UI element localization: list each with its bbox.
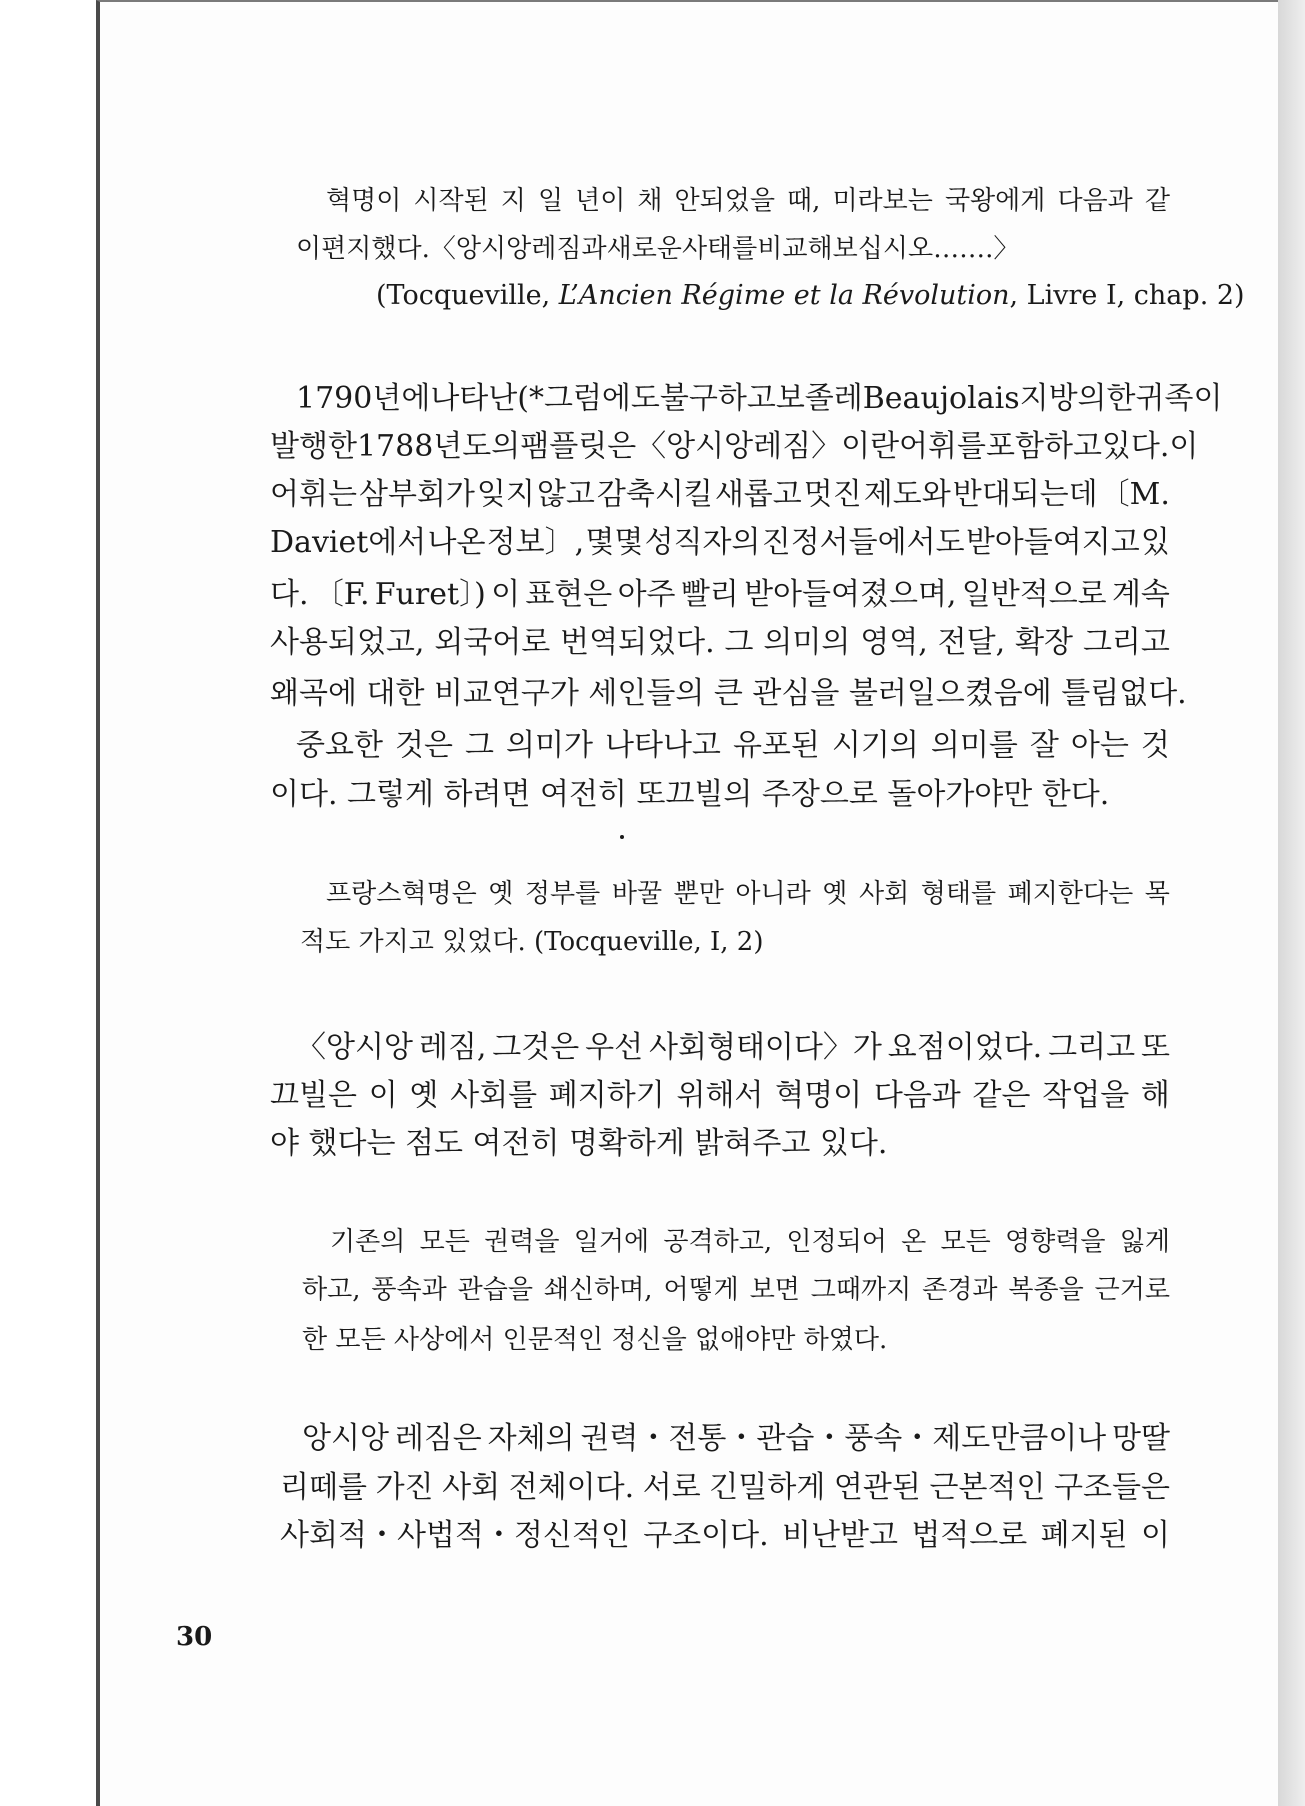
quote-line: 혁명이 시작된 지 일 년이 채 안되었을 때, 미라보는 국왕에게 다음과 같	[326, 186, 1170, 216]
body-line: 끄빌은 이 옛 사회를 폐지하기 위해서 혁명이 다음과 같은 작업을 해	[270, 1078, 1170, 1113]
body-line: 어휘는 삼부회가 잊지 않고 감축시킬 새롭고 멋진 제도와 반대되는데 〔M.	[270, 477, 1170, 512]
page-edge-right	[1278, 0, 1305, 1806]
body-line: 사용되었고, 외국어로 번역되었다. 그 의미의 영역, 전달, 확장 그리고	[270, 625, 1170, 660]
quote-line: 프랑스혁명은 옛 정부를 바꿀 뿐만 아니라 옛 사회 형태를 폐지한다는 목	[326, 879, 1170, 909]
page-number: 30	[176, 1622, 213, 1652]
quote-line: 기존의 모든 권력을 일거에 공격하고, 인정되어 온 모든 영향력을 잃게	[330, 1227, 1170, 1257]
citation-prefix: (Tocqueville,	[376, 280, 559, 311]
body-line: 중요한 것은 그 의미가 나타나고 유포된 시기의 의미를 잘 아는 것	[296, 728, 1170, 763]
body-line: 사회적・사법적・정신적인 구조이다. 비난받고 법적으로 폐지된 이	[280, 1518, 1170, 1553]
citation	[376, 280, 1245, 311]
body-line: 야 했다는 점도 여전히 명확하게 밝혀주고 있다.	[270, 1126, 888, 1161]
body-line: 1790년에 나타난(* 그럼에도 불구하고 보졸레Beaujolais 지방의 한 귀족이	[296, 381, 1223, 416]
body-line: 앙시앙 레짐은 자체의 권력・전통・관습・풍속・제도만큼이나 망딸	[302, 1421, 1170, 1456]
quote-line: 하고, 풍속과 관습을 쇄신하며, 어떻게 보면 그때까지 존경과 복종을 근거로	[302, 1275, 1170, 1305]
scan-speck	[620, 835, 624, 839]
quote-line: 이 편지했다. 〈앙시앙 레짐과 새로운 사태를 비교해 보십시오…….〉	[296, 234, 1020, 264]
page-margin-left	[0, 0, 96, 1806]
quote-line: 적도 가지고 있었다. (Tocqueville, I, 2)	[300, 927, 764, 957]
body-line: 〈앙시앙 레짐, 그것은 우선 사회형태이다〉가 요점이었다. 그리고 또	[296, 1030, 1170, 1065]
body-line: 발행한 1788년도의 팸플릿은 〈앙시앙 레짐〉이란 어휘를 포함하고 있다. 이	[270, 429, 1199, 464]
body-line: Daviet에서 나온 정보〕, 몇몇 성직자의 진정서들에서도 받아들여지고 있	[270, 525, 1170, 560]
body-line: 리떼를 가진 사회 전체이다. 서로 긴밀하게 연관된 근본적인 구조들은	[280, 1470, 1170, 1505]
citation-title: L’Ancien Régime et la Révolution	[558, 280, 1010, 311]
body-line: 이다. 그렇게 하려면 여전히 또끄빌의 주장으로 돌아가야만 한다.	[270, 777, 1110, 812]
quote-line: 한 모든 사상에서 인문적인 정신을 없애야만 하였다.	[302, 1325, 888, 1355]
body-line: 다. 〔F. Furet〕) 이 표현은 아주 빨리 받아들여졌으며, 일반적으로 계속	[270, 577, 1170, 612]
body-line: 왜곡에 대한 비교연구가 세인들의 큰 관심을 불러일으켰음에 틀림없다.	[270, 676, 1187, 711]
citation-suffix: , Livre I, chap. 2)	[1009, 280, 1245, 311]
